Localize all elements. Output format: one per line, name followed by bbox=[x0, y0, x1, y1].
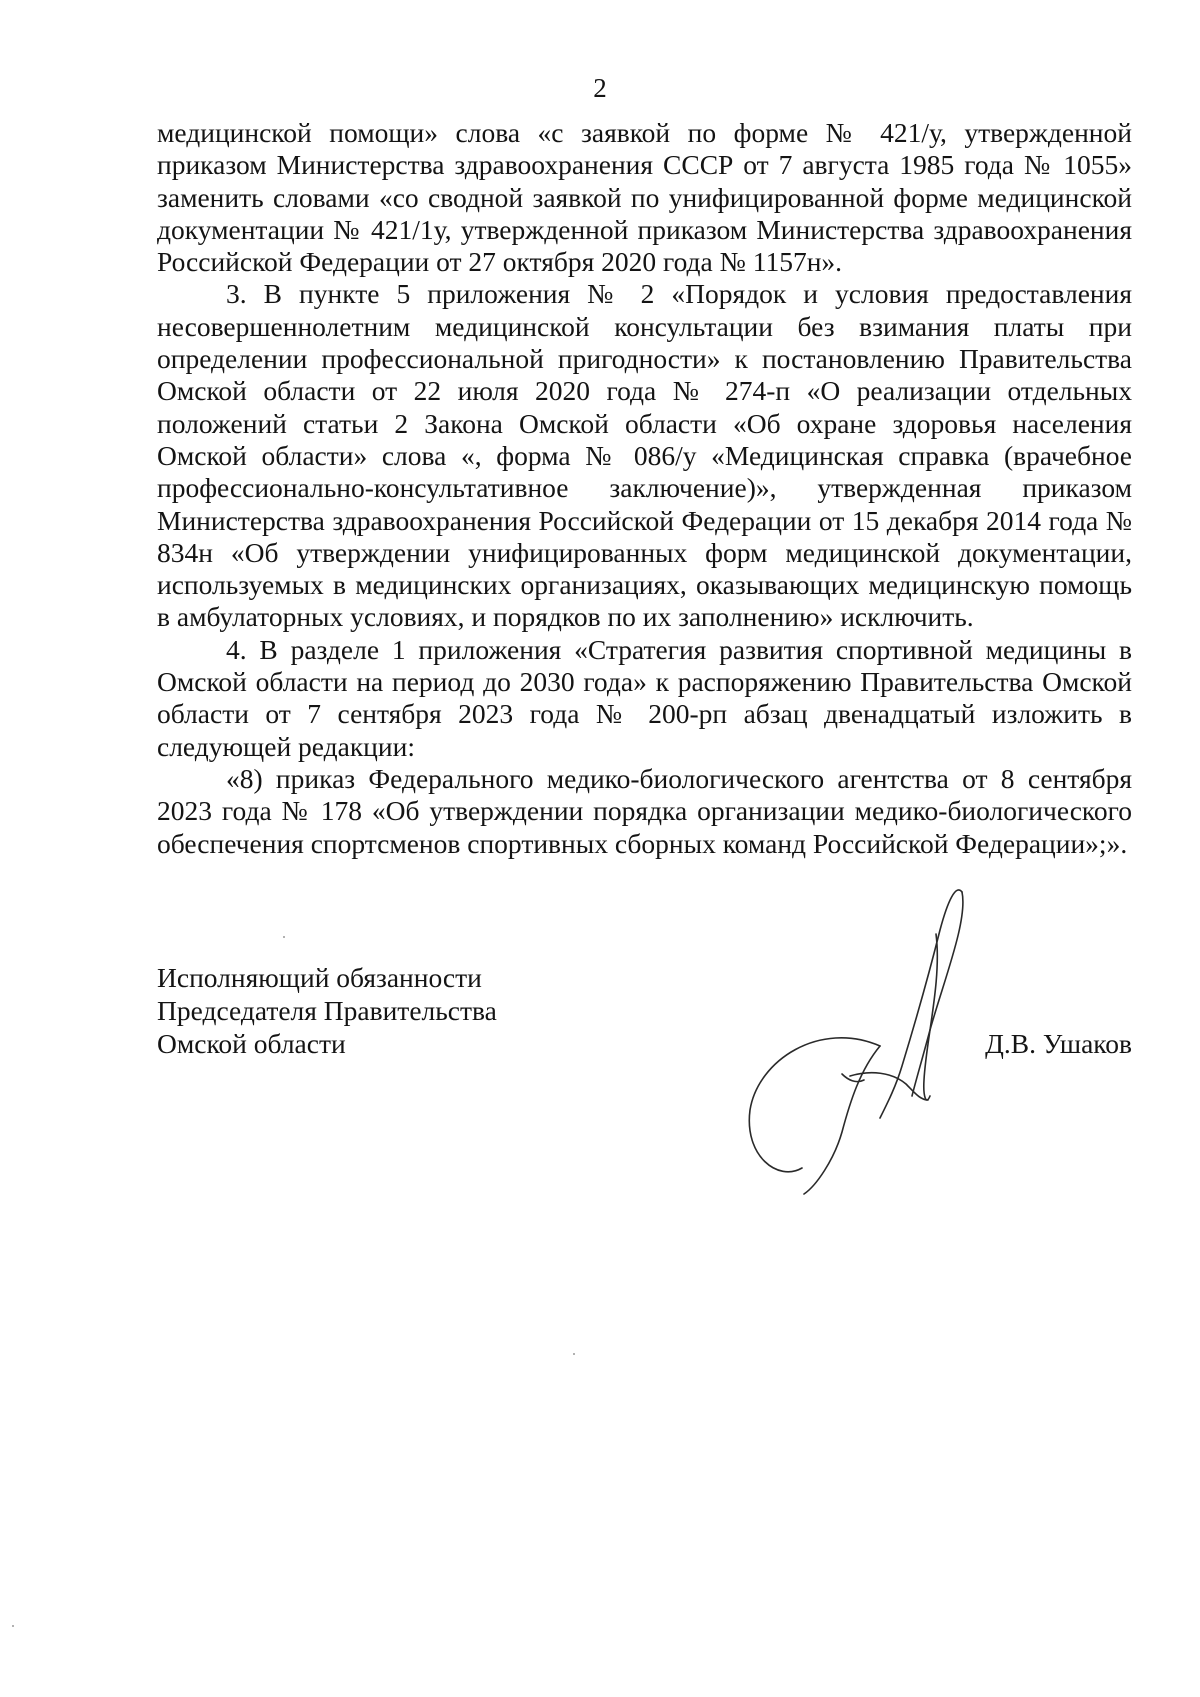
signatory-position bbox=[157, 961, 497, 1060]
scan-speck bbox=[12, 1625, 14, 1627]
paragraph-item-3: 3. В пункте 5 приложения № 2 «Порядок и условия предоставления несовершеннолетним медицинской консультации без взимания платы при определении профессиональной пригодности» к постановлению Правительства Омской области от 22 июля 2020 года № 274-п «О реализации отдельных положений статьи 2 Закона Омской области «Об охране здоровья населения Омской области» слова «, форма № 086/у «Медицинская справка (врачебное профессионально-консультативное заключение)», утвержденная приказом Министерства здравоохранения Российской Федерации от 15 декабря 2014 года № 834н «Об утверждении унифицированных форм медицинской документации, используемых в медицинских организациях, оказывающих медицинскую помощь в амбулаторных условиях, и порядков по их заполнению» исключить. bbox=[157, 278, 1132, 633]
paragraph-item-4: 4. В разделе 1 приложения «Стратегия развития спортивной медицины в Омской области на период до 2030 года» к распоряжению Правительства Омской области от 7 сентября 2023 года № 200-рп абзац двенадцатый изложить в следующей редакции: bbox=[157, 633, 1132, 762]
page-number: 2 bbox=[593, 73, 607, 103]
handwritten-signature bbox=[730, 870, 1010, 1200]
scan-speck bbox=[573, 1353, 575, 1355]
paragraph-quoted-item-8: «8) приказ Федерального медико-биологического агентства от 8 сентября 2023 года № 178 «Об утверждении порядка организации медико-биологического обеспечения спортсменов спортивных сборных команд Российской Федерации»;». bbox=[157, 762, 1132, 859]
scan-speck bbox=[283, 936, 285, 938]
signatory-position-line: Председателя Правительства bbox=[157, 995, 497, 1026]
signatory-position-line: Омской области bbox=[157, 1028, 346, 1059]
document-body bbox=[157, 117, 1132, 860]
signer-name: Д.В. Ушаков bbox=[985, 1028, 1132, 1059]
paragraph-continuation: медицинской помощи» слова «с заявкой по форме № 421/у, утвержденной приказом Министерства здравоохранения СССР от 7 августа 1985 года № 1055» заменить словами «со сводной заявкой по унифицированной форме медицинской документации № 421/1у, утвержденной приказом Министерства здравоохранения Российской Федерации от 27 октября 2020 года № 1157н». bbox=[157, 117, 1132, 278]
signatory-position-line: Исполняющий обязанности bbox=[157, 962, 482, 993]
